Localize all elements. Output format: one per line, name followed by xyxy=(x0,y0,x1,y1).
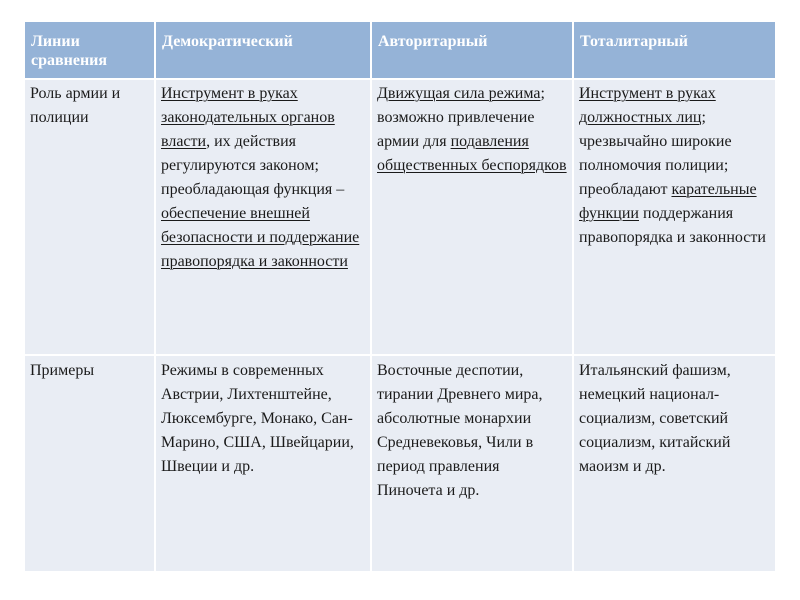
text-segment: , их действия регулируются законом; преобладающая функция – xyxy=(161,133,345,198)
text-segment: ; возможно привлечение армии для xyxy=(377,85,545,150)
row-label: Примеры xyxy=(25,355,155,571)
cell-totalitarian xyxy=(573,355,775,571)
cell-democratic xyxy=(155,355,371,571)
cell-democratic xyxy=(155,79,371,355)
underlined-text-segment: подавления общественных беспорядков xyxy=(377,133,567,174)
underlined-text-segment: Инструмент в руках законодательных органов власти xyxy=(161,85,335,150)
underlined-text-segment: Инструмент в руках должностных лиц xyxy=(579,85,716,126)
cell-authoritarian xyxy=(371,79,573,355)
text-segment: Восточные деспотии, тирании Древнего мира, абсолютные монархии Средневековья, Чили в период правления Пиночета и др. xyxy=(377,362,543,499)
table-row xyxy=(25,355,775,571)
underlined-text-segment: карательные функции xyxy=(579,181,757,222)
comparison-table xyxy=(25,22,775,571)
comparison-table-wrapper xyxy=(25,22,775,571)
cell-authoritarian xyxy=(371,355,573,571)
header-totalitarian: Тоталитарный xyxy=(573,22,775,79)
table-row xyxy=(25,79,775,355)
cell-totalitarian xyxy=(573,79,775,355)
underlined-text-segment: обеспечение внешней безопасности и поддержание правопорядка и законности xyxy=(161,205,360,270)
text-segment: Итальянский фашизм, немецкий национал-социализм, советский социализм, китайский маоизм и др. xyxy=(579,362,731,475)
text-segment: Режимы в современных Австрии, Лихтенштейне, Люксембурге, Монако, Сан-Марино, США, Швейцарии, Швеции и др. xyxy=(161,362,354,475)
underlined-text-segment: Движущая сила режима xyxy=(377,85,541,102)
text-segment: поддержания правопорядка и законности xyxy=(579,205,766,246)
row-label: Роль армии и полиции xyxy=(25,79,155,355)
header-democratic: Демократический xyxy=(155,22,371,79)
header-authoritarian: Авторитарный xyxy=(371,22,573,79)
table-header-row xyxy=(25,22,775,79)
text-segment: ; чрезвычайно широкие полномочия полиции; преобладают xyxy=(579,109,732,198)
header-comparison-lines: Линии сравнения xyxy=(25,22,155,79)
